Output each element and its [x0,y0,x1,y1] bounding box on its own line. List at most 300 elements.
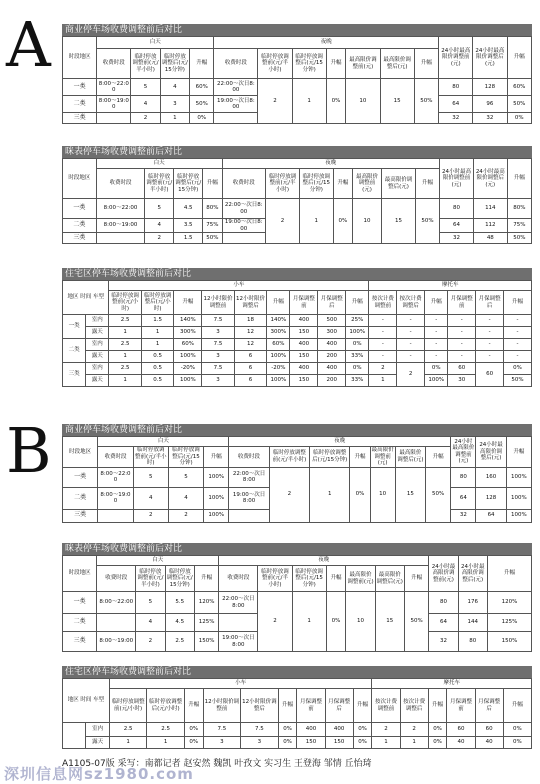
cell: 0% [184,737,203,749]
row-class: 三类 [63,363,86,387]
header-peak-before: 最高限价调整前(元) [353,169,382,199]
cell: 300% [174,327,202,339]
cell: 3 [203,737,241,749]
cell: 3.5 [174,219,203,233]
row-location: 露天 [86,375,109,387]
cell: 400 [290,339,318,351]
row-location: 露天 [86,351,109,363]
cell: 8:00～19:00 [98,487,133,509]
cell: 22:00～次日8:00 [222,199,266,219]
a-residential-table [62,280,532,387]
cell: 4 [145,219,174,233]
cell: 6 [234,375,267,387]
header-cell: 12小时限价调整前 [203,689,241,723]
header-cell: 升幅 [425,291,448,315]
header-cell: 临时停放调整前(元/小时) [109,291,142,315]
header-cell: 月保调整前 [297,689,325,723]
cell: 50% [415,199,439,244]
cell: 120% [194,592,218,614]
header-increase: 升幅 [415,169,439,199]
cell: 0% [425,363,448,375]
cell: 32 [439,113,473,124]
cell: 32 [429,632,458,652]
cell: 75% [203,219,222,233]
cell: 0.5 [141,351,174,363]
cell: 2.5 [147,723,185,737]
header-increase: 升幅 [507,159,531,199]
header-cell: 月保调整后 [476,291,504,315]
cell: 112 [473,219,507,233]
b-mixed-section [62,543,532,652]
header-h24-after: 24小时最高限价调整后(元) [473,37,507,79]
cell: - [448,327,476,339]
cell: 60% [507,79,531,96]
header-temp-before: 临时停放调整前(元/半小时) [136,566,165,592]
cell: 300 [318,327,346,339]
row-class: 三类 [63,233,97,244]
cell: 2.5 [165,632,194,652]
cell: 100% [174,375,202,387]
cell: 2 [168,509,203,522]
cell [214,113,258,124]
table-row [63,351,532,363]
cell: 0% [278,723,297,737]
cell: 400 [290,315,318,327]
row-location: 室内 [86,315,109,327]
cell: 0.5 [141,375,174,387]
cell: 19:00～次日8:00 [214,96,258,113]
header-increase: 升幅 [203,169,222,199]
header-peak-before: 最高限价调整前(元) [371,447,394,466]
cell: 80 [458,632,487,652]
header-increase: 升幅 [333,169,352,199]
cell: 4 [133,487,168,509]
header-cell: 月保调整前 [447,689,475,723]
cell: 15 [395,467,425,522]
cell: 8:00～22:00 [97,79,131,96]
table-row [63,375,532,387]
header-h24-before: 24小时最高限价调整前(元) [429,556,458,592]
cell: 2.5 [109,315,142,327]
cell: 2 [258,592,292,652]
cell: 2 [131,113,160,124]
cell: - [369,351,397,363]
cell: - [397,351,425,363]
cell: 80 [429,592,458,614]
cell: 1 [372,737,400,749]
header-day: 白天 [97,556,219,566]
cell: 32 [440,233,474,244]
cell: 4 [131,96,160,113]
header-temp-after: 临时停放调整后(元/15分钟) [292,566,326,592]
cell: 15 [380,79,414,124]
cell: -20% [267,363,290,375]
table-row [63,79,532,96]
section-letter-b: B [6,414,52,487]
cell: 5 [131,79,160,96]
cell: 100% [267,351,290,363]
header-region: 时段地区 [63,159,97,199]
cell: - [425,315,448,327]
cell: 64 [439,96,473,113]
cell: 15 [375,592,404,652]
header-increase: 升幅 [487,556,531,592]
cell: 4.5 [174,199,203,219]
cell: 2 [400,723,428,737]
cell: 0% [190,113,214,124]
header-temp-after: 临时停放调整后(元/15分钟) [168,447,203,468]
cell: - [504,351,532,363]
header-cell: 月保调整后 [475,689,503,723]
header-day: 白天 [98,437,229,447]
cell [229,509,269,522]
cell: 25% [346,315,369,327]
cell: 0% [346,339,369,351]
cell: 50% [203,233,222,244]
cell [97,614,136,632]
cell: 114 [473,199,507,219]
cell: 100% [506,487,531,509]
header-increase: 升幅 [204,447,229,468]
cell: 22:00～次日8:00 [214,79,258,96]
row-class: 一类 [63,467,98,487]
cell: - [448,339,476,351]
cell: 50% [504,375,532,387]
cell: 150% [487,632,531,652]
cell: 1 [310,467,350,522]
b-residential-section [62,666,532,749]
header-cell: 临时停放调整后(元/小时) [147,689,185,723]
header-region: 时段地区 [63,556,97,592]
table-row [63,327,532,339]
header-temp-before: 临时停放调整前(元/半小时) [134,447,167,466]
row-class: 三类 [63,113,97,124]
a-mixed-table [62,158,532,244]
cell: 5 [145,199,174,219]
cell: 0.5 [141,363,174,375]
header-cell: 12小时限价调整后 [241,689,279,723]
cell: 64 [451,487,476,509]
row-class: 一类 [63,315,86,339]
cell: 3 [241,737,279,749]
table-row [63,737,532,749]
header-cell: 升幅 [503,689,531,723]
cell: 0% [353,737,372,749]
cell: - [369,339,397,351]
header-temp-before: 临时停放调整前(元/半小时) [266,169,300,199]
cell: 2 [136,632,165,652]
cell: 7.5 [203,723,241,737]
cell: 4.5 [165,614,194,632]
cell: 150 [297,737,325,749]
cell [222,233,266,244]
header-increase: 升幅 [190,49,214,79]
header-cell: 升幅 [278,689,297,723]
header-peak-after: 最高限价调整后(元) [395,447,425,468]
header-night: 夜晚 [229,437,451,447]
cell: 200 [318,375,346,387]
row-class: 一类 [63,79,97,96]
cell: 100% [204,509,229,522]
cell: - [504,339,532,351]
table-row [63,339,532,351]
cell: 2 [369,363,397,375]
cell: 2 [266,199,300,244]
header-cell: 按次计费调整后 [397,291,425,315]
cell: 0% [346,363,369,375]
header-h24-before: 24小时最高限价调整前(元) [440,159,474,199]
header-day: 白天 [97,37,214,49]
header-cell: 按次计费调整前 [369,291,397,315]
row-location: 露天 [86,737,109,749]
header-cell: 12小时限价调整前 [202,291,235,315]
cell: 1 [299,199,333,244]
table-row [63,363,532,375]
cell: - [448,351,476,363]
cell: 1 [141,339,174,351]
cell: 19:00～次日8:00 [219,632,258,652]
header-increase: 升幅 [194,566,218,592]
cell: 60% [174,339,202,351]
cell: 22:00～次日8:00 [219,592,258,614]
cell: 0% [278,737,297,749]
cell: 0% [503,723,531,737]
header-increase: 升幅 [414,49,438,79]
watermark: 深圳信息网sz1980.com [4,765,194,783]
row-location: 露天 [86,327,109,339]
b-mixed-table [62,555,532,652]
cell: 80 [440,199,474,219]
cell: 6 [234,351,267,363]
cell: 100% [506,467,531,487]
cell: 400 [318,339,346,351]
cell: 40 [475,737,503,749]
header-period: 收费时段 [97,49,131,79]
b-mixed-title: 咪表停车场收费调整前后对比 [62,543,532,555]
cell: 80% [203,199,222,219]
cell: 0% [353,723,372,737]
header-temp-before: 临时停放调整前(元/半小时) [269,447,309,468]
cell: 75% [507,219,531,233]
cell: - [448,315,476,327]
cell: 2.5 [109,363,142,375]
header-cell: 月保调整前 [448,291,476,315]
header-temp-before: 临时停放调整前(元/半小时) [145,169,174,199]
header-temp-after: 临时停放调整后(元/15分钟) [299,169,333,199]
header-peak-before: 最高限价调整前(元) [346,566,375,592]
cell: - [397,315,425,327]
cell: - [425,327,448,339]
table-row [63,592,532,614]
cell: 160 [476,467,506,487]
cell: 1.5 [174,233,203,244]
cell [97,113,131,124]
cell: 2 [397,363,425,387]
header-period: 收费时段 [96,169,144,199]
cell: - [504,327,532,339]
header-cell: 升幅 [174,291,202,315]
cell: 60 [476,363,504,387]
cell: 2 [372,723,400,737]
header-cell: 升幅 [353,689,372,723]
cell: 2.5 [109,339,142,351]
cell: 6 [234,363,267,375]
a-mixed-section [62,146,532,244]
a-commercial-table [62,36,532,124]
b-residential-title: 住宅区停车场收费调整前后对比 [62,666,532,678]
cell: 48 [473,233,507,244]
cell: 140% [174,315,202,327]
header-region: 时段地区 [63,437,98,468]
row-location: 室内 [86,723,109,737]
cell: 15 [382,199,416,244]
header-peak-after: 最高限价调整后(元) [375,566,404,592]
cell: 5.5 [165,592,194,614]
cell: 144 [458,614,487,632]
cell: 7.5 [241,723,279,737]
header-increase: 升幅 [326,49,346,79]
header-cell: 按次计费调整前 [372,689,400,723]
cell: 7.5 [202,315,235,327]
cell: 60 [475,723,503,737]
a-residential-section [62,268,532,387]
cell: -20% [174,363,202,375]
cell: - [476,327,504,339]
cell: 4 [136,614,165,632]
cell: 5 [136,592,165,614]
section-letter-a: A [6,8,51,81]
cell: 80 [439,79,473,96]
header-cell: 升幅 [428,689,447,723]
row-class: 一类 [63,592,97,614]
cell: 150 [290,351,318,363]
row-class: 二类 [63,96,97,113]
cell: 100% [267,375,290,387]
table-row [63,467,532,487]
cell: 8:00～19:00 [96,219,144,233]
a-commercial-section [62,24,532,124]
cell: 50% [414,79,438,124]
cell: 32 [473,113,507,124]
header-increase: 升幅 [426,447,451,468]
cell: 1 [147,737,185,749]
cell: 60 [448,363,476,375]
a-mixed-title: 咪表停车场收费调整前后对比 [62,146,532,158]
cell: 100% [346,327,369,339]
cell: - [425,339,448,351]
cell: - [397,327,425,339]
cell: - [425,351,448,363]
cell: 1.5 [141,315,174,327]
cell: 60% [267,339,290,351]
cell: 8:00～22:00 [98,467,133,487]
cell: 100% [204,487,229,509]
cell: 5 [168,467,203,487]
cell: 0% [333,199,352,244]
cell: 1 [160,113,189,124]
cell: - [504,315,532,327]
header-period: 收费时段 [222,169,266,199]
b-residential-table [62,678,532,749]
a-commercial-title: 商业停车场收费调整前后对比 [62,24,532,36]
row-location: 室内 [86,363,109,375]
cell: 0% [503,737,531,749]
cell: 0% [326,592,346,652]
cell: 12 [234,339,267,351]
header-increase: 升幅 [404,566,428,592]
cell: 50% [404,592,428,652]
cell: 1 [369,375,397,387]
b-commercial-section [62,424,532,523]
cell: 64 [429,614,458,632]
cell: 64 [476,509,506,522]
row-class: 二类 [63,219,97,233]
header-cell: 按次计费调整后 [400,689,428,723]
cell: - [476,351,504,363]
header-temp-before: 临时停放调整前(元/半小时) [131,49,160,79]
header-increase: 升幅 [506,437,531,468]
header-small-car: 小车 [109,679,372,689]
cell: 1 [109,737,147,749]
row-class: 三类 [63,632,97,652]
cell: 12 [234,327,267,339]
cell: 80% [507,199,531,219]
row-class: 二类 [63,614,97,632]
header-cell: 月保调整后 [318,291,346,315]
header-increase: 升幅 [507,37,531,79]
cell: 10 [353,199,382,244]
cell: 10 [346,79,380,124]
cell: 2 [269,467,309,522]
header-motorcycle: 摩托车 [372,679,532,689]
header-cell: 升幅 [267,291,290,315]
cell: 120% [487,592,531,614]
header-period: 收费时段 [97,566,136,592]
cell: 40 [447,737,475,749]
header-temp-after: 临时停放调整后(元/15分钟) [165,566,194,592]
header-cell: 升幅 [346,291,369,315]
credit-line: A1105-07版 采写：南都记者 赵安然 魏凯 叶孜文 实习生 王登海 邹情 丘怡琦 [62,759,372,769]
cell: 1 [109,351,142,363]
header-small-car: 小车 [109,281,369,291]
header-motorcycle: 摩托车 [369,281,532,291]
cell: 50% [426,467,451,522]
cell [219,614,258,632]
header-cell: 月保调整前 [290,291,318,315]
b-commercial-title: 商业停车场收费调整前后对比 [62,424,532,436]
cell: 1 [292,592,326,652]
cell: 0% [428,723,447,737]
header-h24-before: 24小时最高限价调整前(元) [439,37,473,79]
header-peak-before: 最高限价调整前(元) [346,49,380,79]
header-res-region: 地区 时间 车型 [63,679,110,723]
cell: 100% [174,351,202,363]
header-region: 时段地区 [63,37,97,79]
cell: 0% [504,363,532,375]
cell: 125% [194,614,218,632]
header-period: 收费时段 [219,566,258,592]
cell: 33% [346,375,369,387]
header-day: 白天 [96,159,222,169]
b-commercial-table [62,436,532,523]
cell: 2.5 [109,723,147,737]
cell: 3 [202,375,235,387]
cell: 1 [141,327,174,339]
cell: 0% [428,737,447,749]
cell: 0% [350,467,370,522]
cell: 0% [326,79,346,124]
cell: 10 [370,467,395,522]
